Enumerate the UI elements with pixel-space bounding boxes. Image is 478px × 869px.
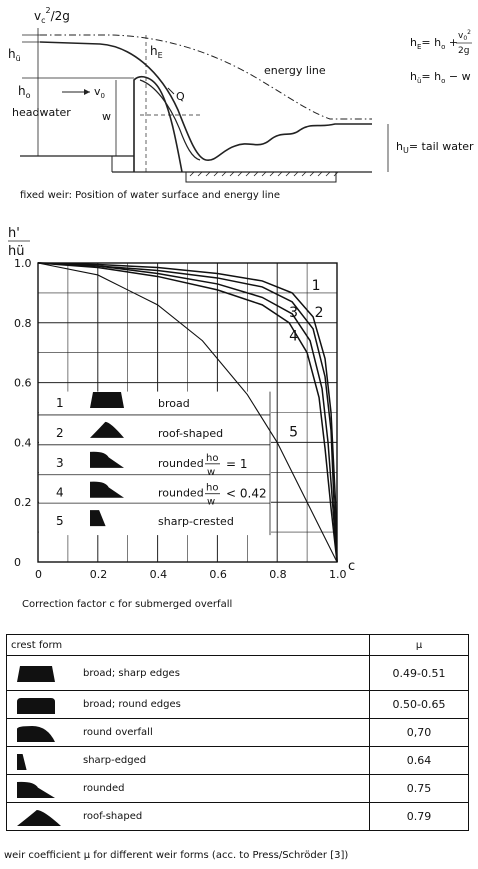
- legend-label: broad: [158, 397, 190, 411]
- table-row: [7, 719, 469, 747]
- broad-crest-icon: [90, 392, 124, 408]
- sharp-crest-icon: [11, 750, 67, 772]
- legend-frac-den: w: [207, 496, 216, 508]
- y-tick-label: 0: [14, 556, 21, 569]
- table-header: [7, 635, 469, 656]
- legend-number: 4: [56, 485, 64, 500]
- rounded-crest-icon: [11, 778, 67, 800]
- svg-text:2g: 2g: [458, 46, 470, 56]
- y-tick-label: 0.8: [14, 316, 32, 330]
- legend-label: sharp-crested: [158, 515, 234, 529]
- label-energy-line: energy line: [264, 64, 326, 77]
- correction-factor-chart: [0, 215, 478, 615]
- curve-label-1: 1: [311, 277, 321, 294]
- equation-hu: $h_ü= h_o - w$: [410, 70, 471, 85]
- crest-form-cell: [7, 803, 370, 831]
- legend-label: rounded: [158, 486, 204, 500]
- y-tick-label: 1.0: [14, 257, 32, 270]
- label-hu: $h_ü$: [8, 47, 21, 63]
- y-tick-label: 0.4: [14, 436, 32, 450]
- table-row: [7, 656, 469, 691]
- label-tailwater: $h_U=$ tail water: [396, 140, 474, 155]
- label-headwater: headwater: [12, 106, 71, 119]
- legend-relation: = 1: [226, 456, 248, 471]
- crest-form-cell: [7, 691, 370, 719]
- table-row: [7, 775, 469, 803]
- y-tick-label: 0.2: [14, 496, 32, 510]
- round-overfall-crest-icon: [11, 722, 67, 744]
- weir-diagram: [0, 0, 478, 215]
- crest-form-name: broad; round edges: [83, 699, 181, 710]
- weir-coefficient-table: [6, 634, 469, 831]
- legend-frac-num: ho: [206, 482, 219, 494]
- mu-value: 0.50-0.65: [370, 691, 469, 719]
- curve-label-2: 2: [314, 304, 324, 321]
- curve-label-3: 3: [289, 304, 299, 321]
- nappe-lower: [140, 80, 200, 160]
- table-row: [7, 747, 469, 775]
- legend-relation: < 0.42: [226, 486, 267, 501]
- crest-form-cell: [7, 719, 370, 747]
- equation-hE: $h_E= h_o$ +: [410, 36, 459, 51]
- water-surface: [40, 42, 372, 160]
- mu-value: 0,70: [370, 719, 469, 747]
- crest-form-name: round overfall: [83, 727, 153, 738]
- weir-body: [134, 77, 182, 172]
- x-axis-label: c: [348, 559, 356, 574]
- table-caption: weir coefficient µ for different weir forms (acc. to Press/Schröder [3]): [4, 850, 349, 861]
- legend-number: 1: [56, 396, 64, 411]
- svg-text:v02: $v_0^2$: [458, 29, 471, 42]
- y-tick-label: 0.6: [14, 376, 32, 390]
- x-tick-label: 0.8: [269, 568, 287, 581]
- legend-label: rounded: [158, 456, 204, 470]
- x-tick-label: 0.2: [89, 568, 108, 581]
- mu-value: 0.75: [370, 775, 469, 803]
- broad-sharp-crest-icon: [11, 662, 67, 684]
- mu-value: 0.64: [370, 747, 469, 775]
- legend-frac-den: w: [207, 466, 216, 478]
- legend-number: 3: [56, 455, 64, 470]
- header-crest-form: crest form: [7, 635, 370, 656]
- crest-form-cell: [7, 775, 370, 803]
- x-tick-label: 0.6: [209, 568, 227, 581]
- label-vo: $v_0$: [94, 85, 105, 100]
- broad-round-crest-icon: [11, 694, 67, 716]
- crest-form-name: sharp-edged: [83, 755, 147, 766]
- legend-number: 2: [56, 425, 64, 440]
- crest-form-name: broad; sharp edges: [83, 667, 180, 679]
- diagram-caption: fixed weir: Position of water surface and energy line: [20, 190, 280, 201]
- crest-form-name: rounded: [83, 783, 125, 794]
- table-row: [7, 803, 469, 831]
- legend-label: roof-shaped: [158, 426, 224, 440]
- label-Q: Q: [176, 90, 185, 103]
- y-label-num: h': [8, 226, 20, 241]
- table-row: [7, 691, 469, 719]
- label-w: w: [102, 110, 111, 123]
- header-mu: µ: [370, 635, 469, 656]
- roof-crest-icon: [11, 806, 67, 828]
- y-label-den: hü: [8, 244, 25, 259]
- curve-label-4: 4: [289, 328, 299, 345]
- mu-value: 0.79: [370, 803, 469, 831]
- label-hE: $h_E$: [150, 44, 163, 60]
- x-tick-label: 1.0: [329, 568, 347, 581]
- energy-line: [40, 35, 372, 119]
- x-tick-label: 0.4: [149, 568, 168, 581]
- legend-frac-num: ho: [206, 452, 219, 464]
- x-tick-label: 0: [35, 568, 42, 581]
- crest-form-cell: [7, 656, 370, 691]
- curve-label-5: 5: [289, 424, 299, 441]
- chart-caption: Correction factor c for submerged overfall: [22, 599, 233, 610]
- crest-form-cell: [7, 747, 370, 775]
- mu-value: 0.49-0.51: [370, 656, 469, 691]
- legend-number: 5: [56, 514, 64, 529]
- crest-form-name: roof-shaped: [83, 811, 143, 822]
- label-vc: $v_c^2/2g$: [34, 6, 70, 25]
- label-ho: $h_o$: [18, 84, 31, 100]
